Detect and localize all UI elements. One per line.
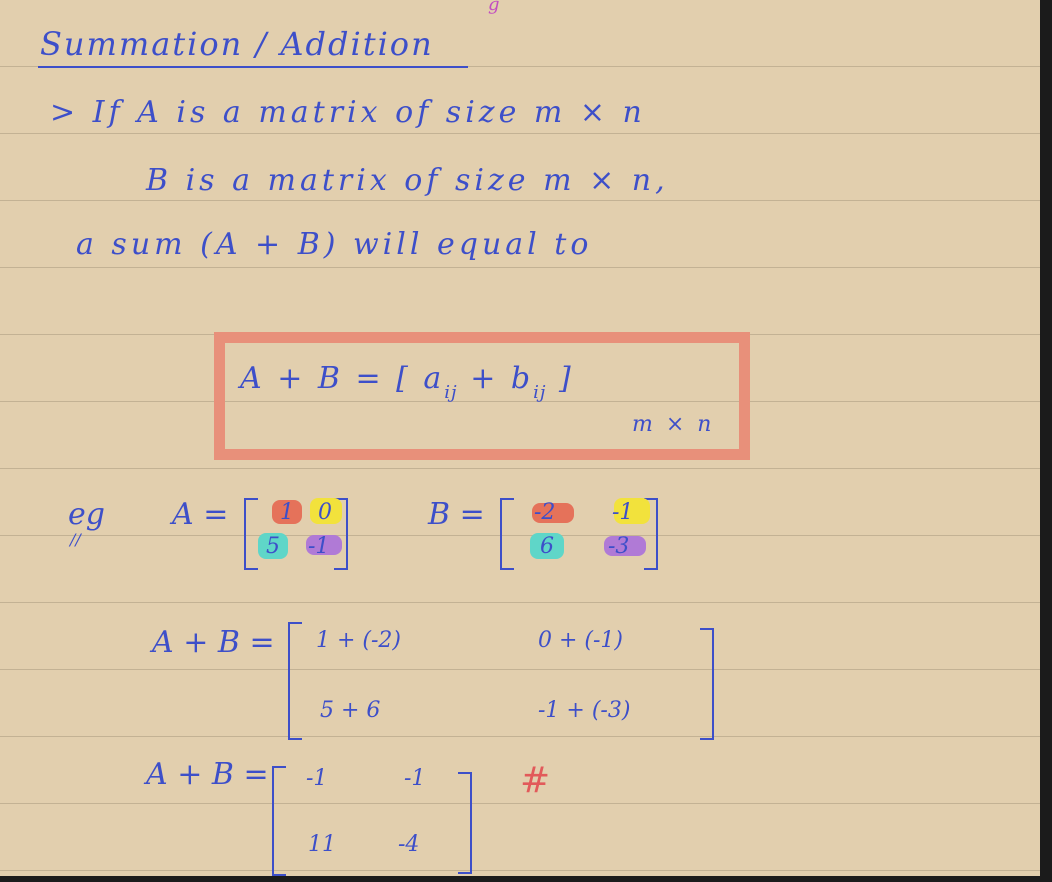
matrix-b-cell-22: -3	[608, 534, 630, 559]
title-underline	[38, 66, 468, 68]
statement-line-1: > If A is a matrix of size m × n	[50, 95, 646, 130]
end-hash-mark: #	[520, 760, 551, 801]
matrix-b-name: B =	[428, 497, 485, 532]
formula-close-bracket: ]	[558, 361, 574, 396]
sum-step-cell-11: 1 + (-2)	[316, 628, 402, 653]
matrix-a-cell-21: 5	[266, 534, 280, 559]
matrix-a-left-bracket	[244, 498, 258, 570]
matrix-a-cell-11: 1	[280, 500, 294, 525]
formula	[240, 361, 574, 403]
statement-line-3: a sum (A + B) will equal to	[76, 227, 593, 262]
sum-step-right-bracket	[700, 628, 714, 740]
result-name: A + B =	[146, 757, 269, 792]
stray-mark: g	[488, 0, 500, 15]
result-cell-22: -4	[398, 832, 420, 857]
matrix-b-cell-21: 6	[540, 534, 554, 559]
formula-a-subscript: ij	[444, 382, 458, 403]
formula-b-subscript: ij	[533, 382, 547, 403]
matrix-a-cell-22: -1	[308, 534, 330, 559]
matrix-b-cell-12: -1	[612, 500, 634, 525]
matrix-b-left-bracket	[500, 498, 514, 570]
formula-plus: +	[470, 361, 499, 396]
page-title: Summation / Addition	[40, 25, 434, 63]
formula-lhs: A + B =	[240, 361, 384, 396]
formula-open-bracket: [	[396, 361, 411, 396]
result-left-bracket	[272, 766, 286, 876]
matrix-a-cell-12: 0	[318, 500, 332, 525]
example-label-mark: //	[70, 530, 81, 549]
result-cell-11: -1	[306, 766, 328, 791]
matrix-b-cell-11: -2	[534, 500, 556, 525]
sum-step-cell-12: 0 + (-1)	[538, 628, 624, 653]
formula-b: b	[510, 361, 534, 396]
result-cell-12: -1	[404, 766, 426, 791]
example-label: eg	[68, 497, 105, 532]
result-right-bracket	[458, 772, 472, 874]
statement-line-2: B is a matrix of size m × n,	[146, 163, 669, 198]
sum-step-cell-21: 5 + 6	[320, 698, 381, 723]
formula-a: a	[423, 361, 445, 396]
formula-dimensions: m × n	[632, 412, 715, 437]
result-cell-21: 11	[308, 832, 336, 857]
sum-step-name: A + B =	[152, 625, 275, 660]
matrix-a-name: A =	[172, 497, 229, 532]
sum-step-left-bracket	[288, 622, 302, 740]
sum-step-cell-22: -1 + (-3)	[538, 698, 631, 723]
